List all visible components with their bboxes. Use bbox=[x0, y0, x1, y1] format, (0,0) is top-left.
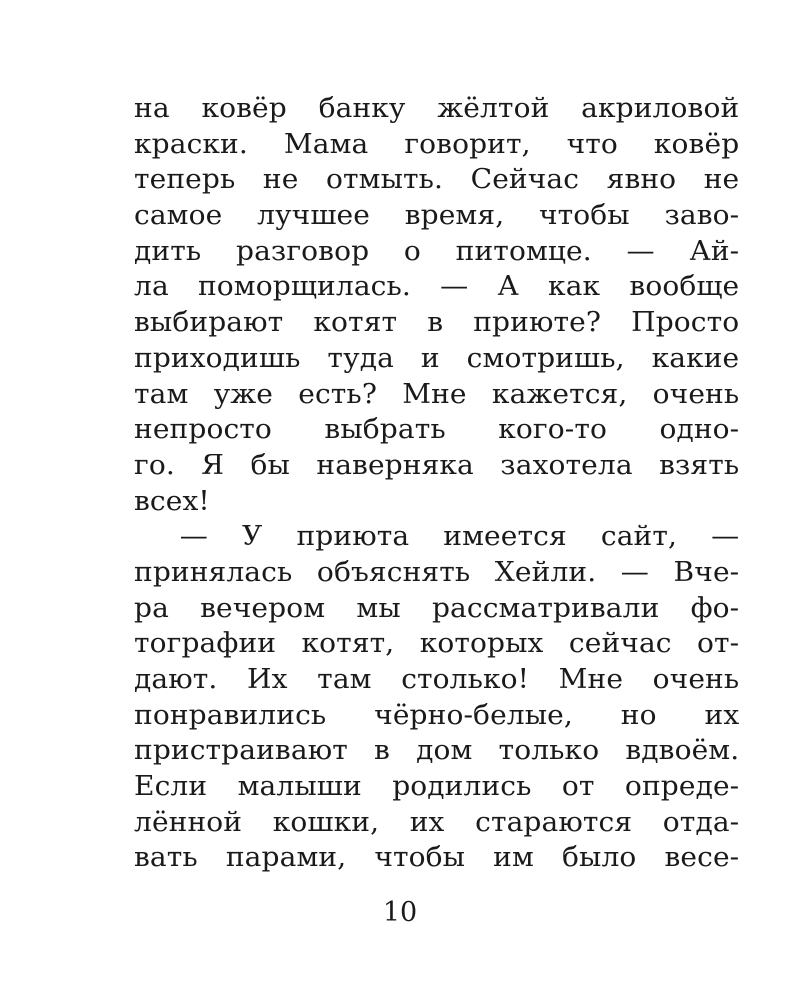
text-line: всех! bbox=[134, 485, 210, 517]
text-line: там уже есть? Мне кажется, очень bbox=[134, 378, 740, 410]
text-line: Если малыши родились от опреде- bbox=[134, 771, 740, 803]
text-line: выбирают котят в приюте? Просто bbox=[134, 307, 740, 339]
text-line: го. Я бы наверняка захотела взять bbox=[134, 449, 740, 481]
body-text bbox=[134, 91, 740, 876]
text-line: тографии котят, которых сейчас от- bbox=[134, 628, 740, 660]
text-line: понравились чёрно-белые, но их bbox=[134, 699, 740, 731]
text-line: ла поморщилась. — А как вообще bbox=[134, 271, 740, 303]
text-line: самое лучшее время, чтобы заво- bbox=[134, 200, 740, 232]
text-line: вать парами, чтобы им было весе- bbox=[134, 842, 740, 874]
text-line: дают. Их там столько! Мне очень bbox=[134, 664, 740, 695]
text-line: лённой кошки, их стараются отда- bbox=[134, 806, 740, 838]
text-line: приходишь туда и смотришь, какие bbox=[134, 342, 740, 374]
text-line: на ковёр банку жёлтой акриловой bbox=[134, 93, 740, 124]
page-number: 10 bbox=[382, 897, 418, 928]
text-line: теперь не отмыть. Сейчас явно не bbox=[134, 164, 740, 196]
text-line: принялась объяснять Хейли. — Вче- bbox=[134, 556, 740, 588]
text-line: дить разговор о питомце. — Ай- bbox=[134, 235, 740, 267]
text-line: — У приюта имеется сайт, — bbox=[179, 521, 740, 553]
text-line: непросто выбрать кого-то одно- bbox=[134, 414, 740, 446]
text-line: пристраивают в дом только вдвоём. bbox=[134, 735, 740, 767]
text-line: краски. Мама говорит, что ковёр bbox=[134, 128, 740, 160]
text-line: ра вечером мы рассматривали фо- bbox=[134, 592, 740, 624]
